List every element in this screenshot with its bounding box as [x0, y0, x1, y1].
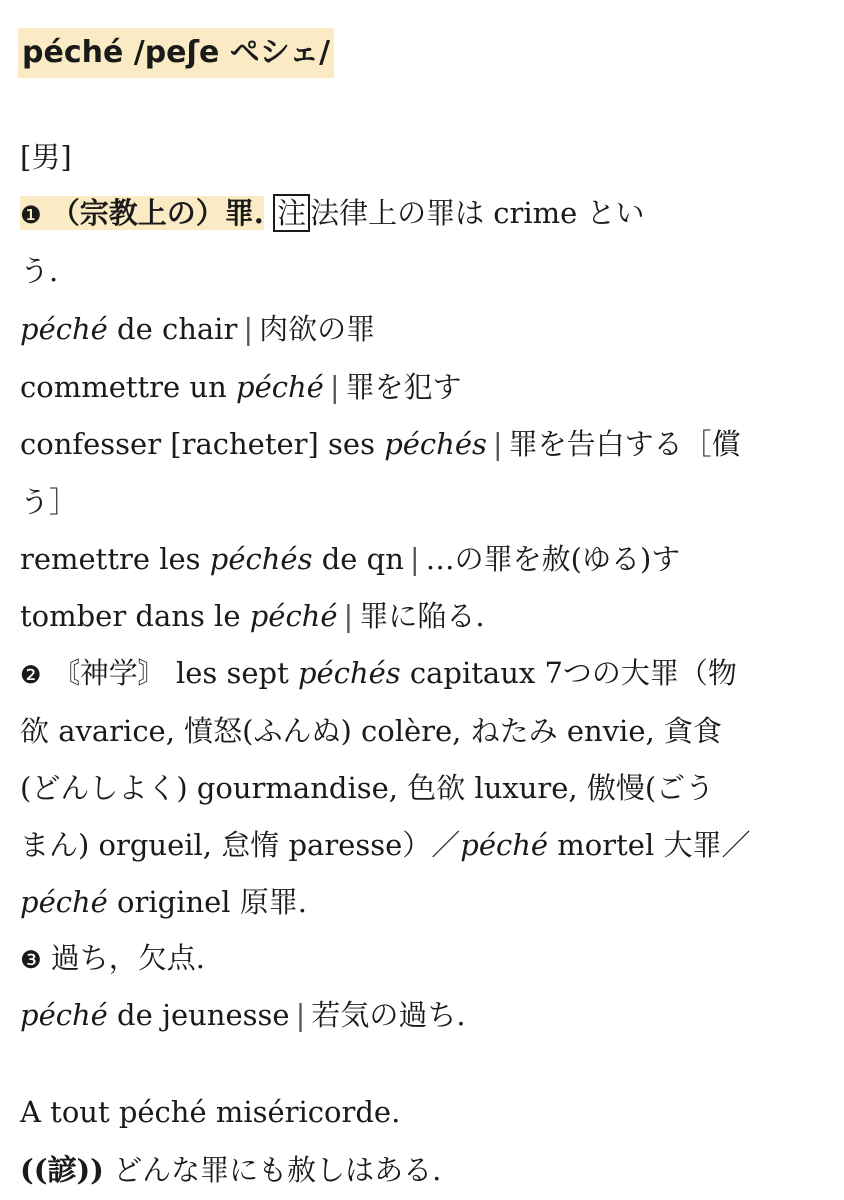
gender-label: [男] [20, 140, 72, 174]
sense-number: ❸ [20, 946, 42, 974]
sense-definition: （宗教上の）罪. [50, 196, 264, 230]
sense-3: ❸ 過ち，欠点. [20, 941, 205, 975]
example-6: péché de jeunesse | 若気の過ち. [20, 998, 466, 1032]
sense-2-line-3: (どんしよく) gourmandise, 色欲 luxure, 傲慢(ごう [20, 771, 715, 805]
example-3-continuation: う］ [20, 485, 79, 519]
sense-2-line-5: péché originel 原罪. [20, 885, 308, 919]
note-text: 法律上の罪は crime とい [310, 196, 645, 230]
note-tag: 注 [273, 194, 310, 232]
proverb-tag: ((諺)) [20, 1153, 104, 1187]
sense-1 [20, 193, 822, 235]
example-5: tomber dans le péché | 罪に陥る. [20, 599, 485, 633]
example-3: confesser [racheter] ses péchés | 罪を告白する［償 [20, 427, 741, 461]
sense-2-line-4: まん) orgueil, 怠惰 paresse）／péché mortel 大罪／ [20, 828, 751, 862]
example-2: commettre un péché | 罪を犯す [20, 370, 462, 404]
sense-1-highlight [20, 196, 264, 230]
sense-2: ❷ 〘神学〙 les sept péchés capitaux 7つの大罪（物 [20, 656, 737, 690]
proverb-translation: ((諺)) どんな罪にも赦しはある. [20, 1153, 442, 1187]
sense-number: ❶ [20, 201, 42, 229]
headword: péché /peʃe ペシェ/ [18, 28, 334, 78]
sense-2-line-2: 欲 avarice, 憤怒(ふんぬ) colère, ねたみ envie, 貪食 [20, 714, 722, 748]
proverb: A tout péché miséricorde. [20, 1095, 401, 1129]
sense-number: ❷ [20, 661, 42, 689]
example-4: remettre les péchés de qn | …の罪を赦(ゆる)す [20, 542, 681, 576]
note-continuation: う. [20, 254, 59, 288]
example-1: péché de chair | 肉欲の罪 [20, 312, 376, 346]
